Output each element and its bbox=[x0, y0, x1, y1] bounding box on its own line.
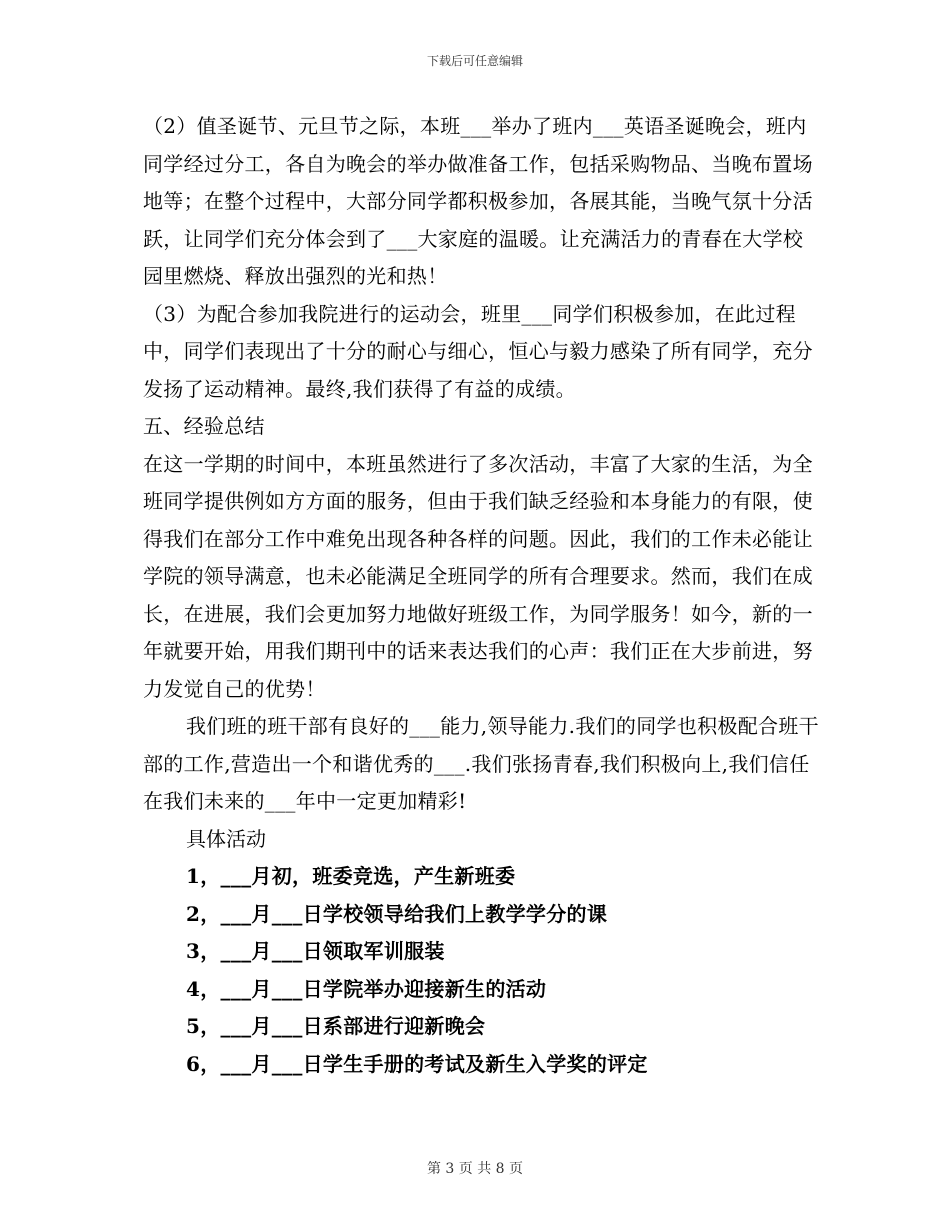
activity-item: 2，___月___日学校领导给我们上教学学分的课 bbox=[186, 901, 608, 926]
header-note: 下载后可任意编辑 bbox=[426, 54, 523, 68]
activity-item: 5，___月___日系部进行迎新晚会 bbox=[186, 1014, 486, 1038]
activity-item: 4，___月___日学院举办迎接新生的活动 bbox=[186, 976, 547, 1001]
page-number: 第 3 页 共 8 页 bbox=[426, 1161, 524, 1177]
paragraph-closing: 我们班的班干部有良好的___能力,领导能力.我们的同学也积极配合班干部的工作,营造出一个和谐优秀的___.我们张扬青春,我们积极向上,我们信任在我们未来的___年中一定更加精彩! bbox=[143, 714, 819, 813]
document-body bbox=[143, 108, 823, 1083]
paragraph-christmas-party: （2）值圣诞节、元旦节之际，本班___举办了班内___英语圣诞晚会，班内同学经过分工，各自为晚会的举办做准备工作，包括采购物品、当晚布置场地等；在整个过程中，大部分同学都积极参加，各展其能，当晚气氛十分活跃，让同学们充分体会到了___大家庭的温暖。让充满活力的青春在大学校园里燃烧、释放出强烈的光和热！ bbox=[143, 114, 813, 288]
activity-item: 1，___月初，班委竞选，产生新班委 bbox=[186, 864, 516, 888]
section-heading-summary: 五、经验总结 bbox=[143, 414, 265, 438]
paragraph-experience-summary: 在这一学期的时间中，本班虽然进行了多次活动，丰富了大家的生活，为全班同学提供例如方方面的服务，但由于我们缺乏经验和本身能力的有限，使得我们在部分工作中难免出现各种各样的问题。因此，我们的工作未必能让学院的领导满意，也未必能满足全班同学的所有合理要求。然而，我们在成长，在进展，我们会更加努力地做好班级工作，为同学服务！如今，新的一年就要开始，用我们期刊中的话来表达我们的心声：我们正在大步前进，努力发觉自己的优势！ bbox=[143, 451, 813, 701]
activity-item: 3，___月___日领取军训服装 bbox=[186, 939, 445, 963]
activity-list bbox=[143, 858, 823, 1083]
activity-item: 6，___月___日学生手册的考试及新生入学奖的评定 bbox=[186, 1051, 648, 1076]
paragraph-sports-meeting: （3）为配合参加我院进行的运动会，班里___同学们积极参加，在此过程中，同学们表现出了十分的耐心与细心，恒心与毅力感染了所有同学，充分发扬了运动精神。最终,我们获得了有益的成绩。 bbox=[143, 301, 813, 401]
activities-heading: 具体活动 bbox=[186, 826, 266, 851]
